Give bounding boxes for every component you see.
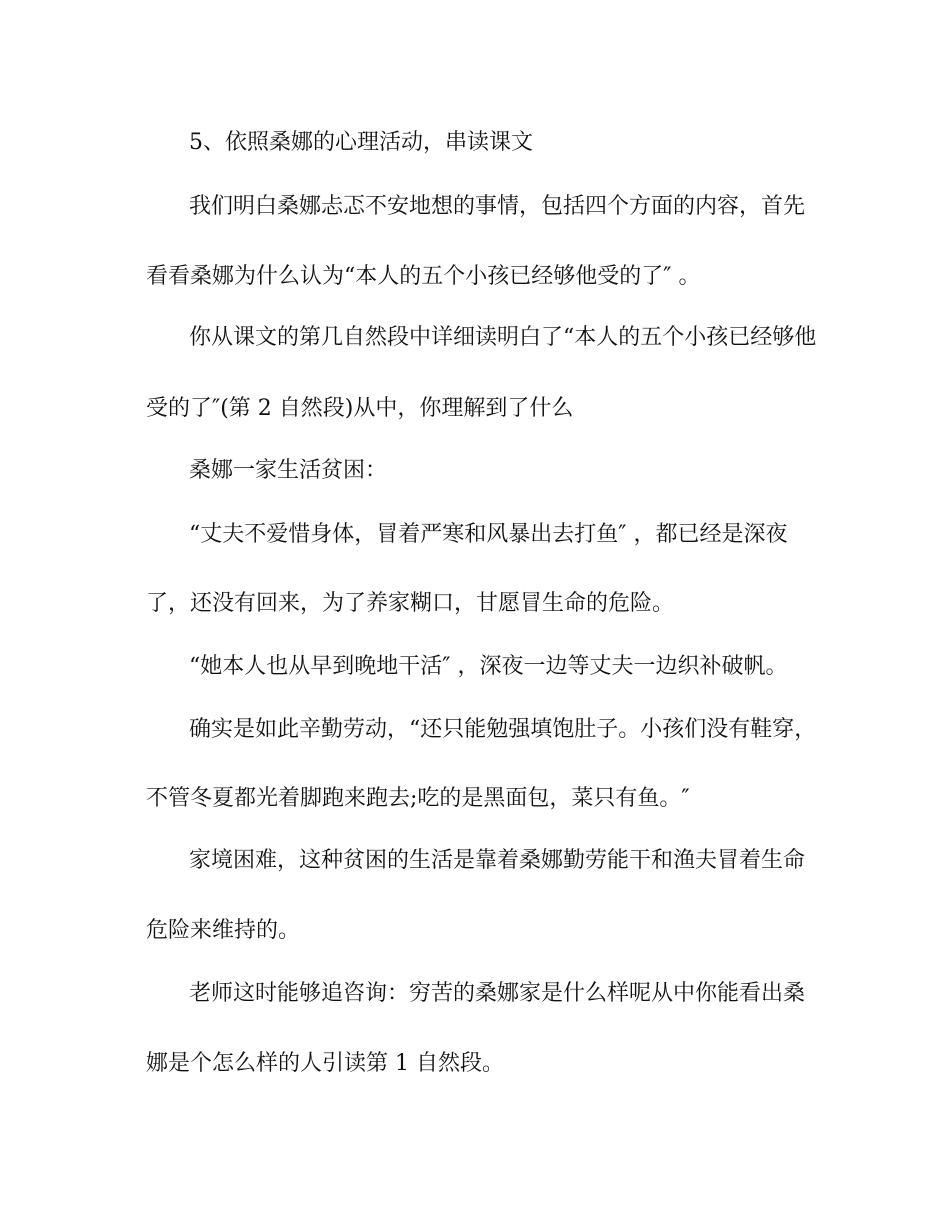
- text-line: 危险来维持的。: [146, 918, 301, 943]
- text-line: 5、依照桑娜的心理活动，串读课文: [189, 130, 533, 155]
- text-line: “她本人也从早到晚地干活″ ，深夜一边等丈夫一边织补破帆。: [189, 654, 788, 679]
- text-line: 你从课文的第几自然段中详细读明白了“本人的五个小孩已经够他: [189, 325, 817, 350]
- text-line: 家境困难，这种贫困的生活是靠着桑娜勤劳能干和渔夫冒着生命: [189, 848, 806, 873]
- text-line: 看看桑娜为什么认为“本人的五个小孩已经够他受的了″ 。: [146, 264, 701, 289]
- text-line: 了，还没有回来，为了养家糊口，甘愿冒生命的危险。: [146, 591, 675, 616]
- text-line: 桑娜一家生活贫困：: [189, 458, 388, 483]
- text-line: 不管冬夏都光着脚跑来跑去;吃的是黑面包，菜只有鱼。″: [146, 786, 690, 811]
- text-line: 老师这时能够追咨询：穷苦的桑娜家是什么样呢从中你能看出桑: [189, 981, 806, 1006]
- text-line: 受的了″(第 2 自然段)从中，你理解到了什么: [146, 396, 574, 421]
- text-line: “丈夫不爱惜身体，冒着严寒和风暴出去打鱼″ ，都已经是深夜: [189, 522, 788, 547]
- text-line: 确实是如此辛勤劳动，“还只能勉强填饱肚子。小孩们没有鞋穿，: [189, 717, 817, 742]
- text-line: 娜是个怎么样的人引读第 1 自然段。: [146, 1051, 504, 1076]
- text-line: 我们明白桑娜忐忑不安地想的事情，包括四个方面的内容，首先: [189, 194, 806, 219]
